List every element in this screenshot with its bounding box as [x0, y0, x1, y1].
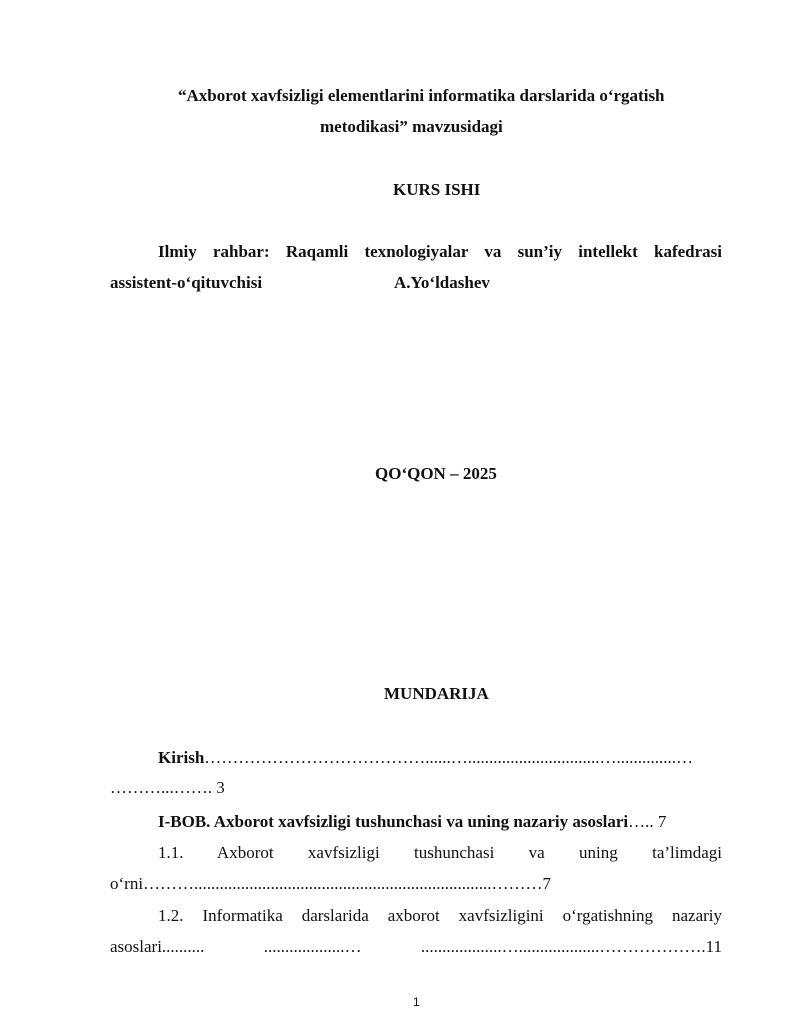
toc-entry-chapter-1: [158, 812, 666, 832]
toc-entry-label: I-BOB. Axborot xavfsizligi tushunchasi va uning nazariy asoslari: [158, 812, 629, 831]
work-type-heading: KURS ISHI: [393, 180, 481, 199]
toc-heading: MUNDARIJA: [384, 684, 489, 703]
toc-entry-page: ….. 7: [628, 812, 667, 831]
supervisor-name: A.Yo‘ldashev: [394, 273, 490, 292]
toc-entry-1-2-continuation: asoslari.......... ...................… ...................…...................……………….11: [110, 937, 722, 956]
toc-entry-1-1-continuation: o‘rni………......................................................................………7: [110, 874, 552, 893]
supervisor-line: Ilmiy rahbar: Raqamli texnologiyalar va sun’iy intellekt kafedrasi: [158, 242, 722, 261]
document-title-line-2: metodikasi” mavzusidagi: [320, 117, 503, 136]
document-title-line-1: “Axborot xavfsizligi elementlarini informatika darslarida o‘rgatish: [178, 86, 665, 105]
page-number: 1: [413, 995, 420, 1009]
toc-entry-kirish: [158, 748, 693, 768]
city-year: QO‘QON – 2025: [375, 464, 497, 483]
supervisor-position: assistent-o‘qituvchisi: [110, 273, 263, 292]
toc-leader-dots: …………………………………......…...............................…..............…: [204, 748, 694, 767]
toc-entry-kirish-page: ………...……. 3: [110, 778, 225, 797]
toc-entry-1-2: 1.2. Informatika darslarida axborot xavfsizligini o‘rgatishning nazariy: [158, 906, 722, 925]
toc-entry-label: Kirish: [158, 748, 205, 767]
toc-entry-1-1: 1.1. Axborot xavfsizligi tushunchasi va uning ta’limdagi: [158, 843, 722, 862]
